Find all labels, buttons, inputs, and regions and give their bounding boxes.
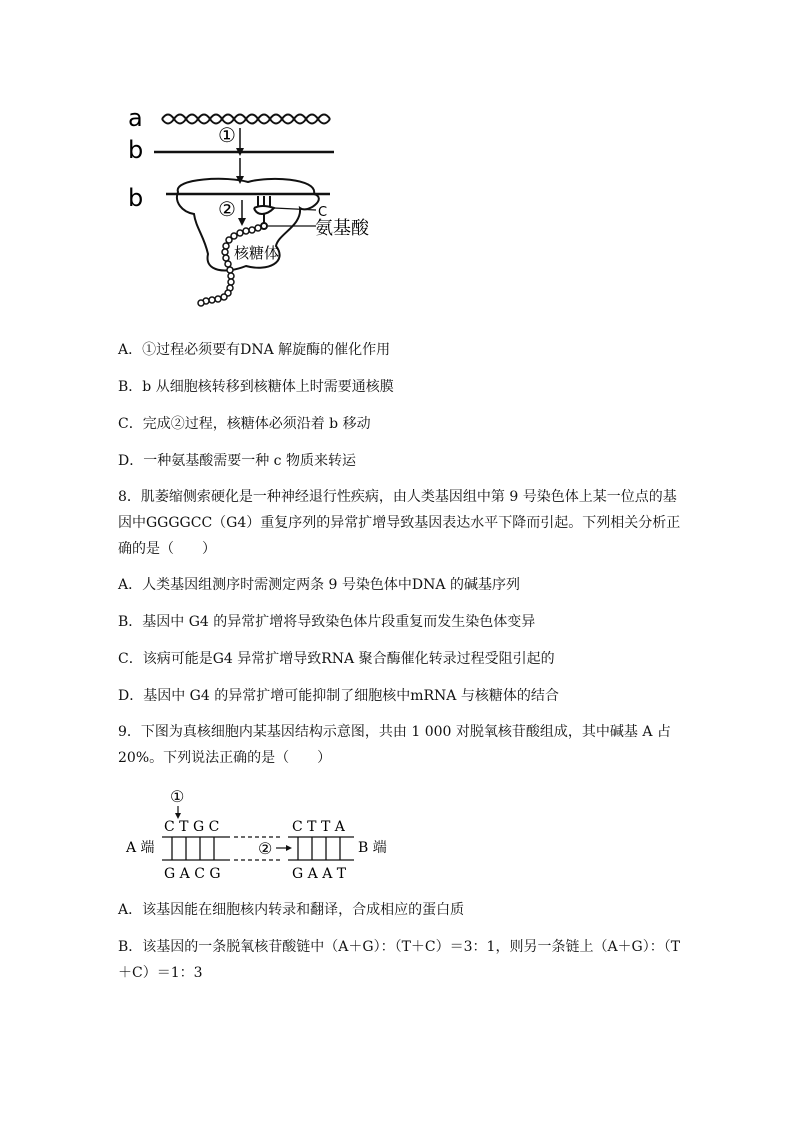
- q9-option-a: A．该基因能在细胞核内转录和翻译，合成相应的蛋白质: [118, 902, 465, 918]
- gene-structure-diagram: [118, 784, 408, 884]
- q7-option-b: B．b 从细胞核转移到核糖体上时需要通核膜: [118, 379, 394, 395]
- q8-option-a: A．人类基因组测序时需测定两条 9 号染色体中DNA 的碱基序列: [118, 577, 520, 593]
- step-2-marker: ②: [218, 197, 236, 221]
- label-b-top: b: [128, 136, 144, 164]
- label-b-bottom: b: [128, 184, 144, 212]
- peptide-chain: [198, 225, 261, 306]
- ladder-right: [288, 837, 354, 860]
- end-a-label: A 端: [126, 840, 155, 856]
- q7-option-c: C．完成②过程，核糖体必须沿着 b 移动: [118, 416, 371, 432]
- ladder-left: [162, 837, 230, 860]
- q7-option-d: D．一种氨基酸需要一种 c 物质来转运: [118, 453, 356, 469]
- q8-option-b: B．基因中 G4 的异常扩增将导致染色体片段重复而发生染色体变异: [118, 614, 536, 630]
- label-ribosome: 核糖体: [234, 244, 280, 262]
- fig2-step-2: ②: [258, 839, 273, 858]
- step-1-marker: ①: [218, 123, 236, 147]
- seq-top-left: C T G C: [164, 819, 220, 835]
- seq-bottom-right: G A A T: [292, 866, 347, 882]
- q7-option-a: A．①过程必须要有DNA 解旋酶的催化作用: [118, 342, 391, 358]
- q9-option-b: B．该基因的一条脱氧核苷酸链中（A＋G）：（T＋C）＝3：1，则另一条链上（A＋G）：（T＋C）＝1：3: [118, 939, 681, 981]
- translation-diagram: [118, 96, 398, 316]
- trna-shape: [254, 196, 274, 229]
- dna-helix: [162, 115, 330, 124]
- q8-option-c: C．该病可能是G4 异常扩增导致RNA 聚合酶催化转录过程受阻引起的: [118, 651, 555, 667]
- seq-bottom-left: G A C G: [164, 866, 221, 882]
- label-c: C: [318, 205, 328, 220]
- end-b-label: B 端: [358, 840, 387, 856]
- seq-top-right: C T T A: [292, 819, 345, 835]
- label-amino-acid: 氨基酸: [315, 218, 369, 239]
- q8-stem: 8．肌萎缩侧索硬化是一种神经退行性疾病，由人类基因组中第 9 号染色体上某一位点的基因中GGGGCC（G4）重复序列的异常扩增导致基因表达水平下降而引起。下列相关分析正确的是（ ）: [118, 489, 681, 557]
- q9-stem: 9．下图为真核细胞内某基因结构示意图，共由 1 000 对脱氧核苷酸组成，其中碱基 A 占 20%。下列说法正确的是（ ）: [118, 724, 671, 766]
- q8-option-d: D．基因中 G4 的异常扩增可能抑制了细胞核中mRNA 与核糖体的结合: [118, 688, 559, 704]
- label-a: a: [128, 104, 143, 132]
- fig2-step-1: ①: [170, 787, 185, 806]
